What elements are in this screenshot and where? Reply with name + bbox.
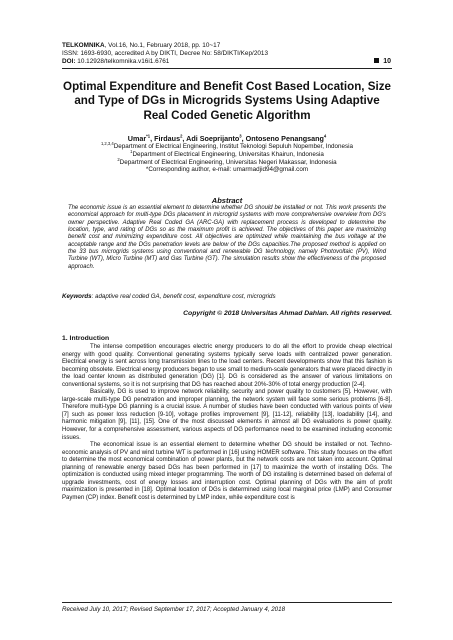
affiliation	[62, 148, 392, 159]
body-text	[62, 344, 392, 502]
doi-value: 10.12928/telkomnika.v16i1.6761	[75, 58, 170, 66]
header-rule	[62, 68, 392, 69]
section-heading: 1. Introduction	[62, 335, 110, 342]
affiliation-sup: 1	[130, 148, 133, 154]
affiliation-text: Department of Electrical Engineering, Universitas Khairun, Indonesia	[132, 150, 324, 158]
journal-name: TELKOMNIKA	[62, 42, 105, 49]
body-paragraph: Basically, DG is used to improve network reliability, security and power quality to customers [5]. However, with large-scale multi-type DG penetration and improper planning, the network system will face some serious problems [6-8]. Therefore multi-type DG planning is a crucial issue. A number of studies have been conducted with various points of view [7] such as power loss reduction [9-10], voltage profiles improvement [9], [11-12], reliability [13], loadability [14], and harmonic mitigation [9], [11], [15]. One of the most discussed elements in almost all DG evaluations is power quality. However, for a comprehensive assessment, various aspects of DG performance need to be examined including economic issues.	[62, 389, 392, 441]
author-list: Umar$^{*1}$, Firdaus$^2$, Adi Soeprijanto$^3$, Ontoseno Penangsang$^4$	[127, 133, 327, 143]
doi-label: DOI:	[62, 58, 76, 66]
author-sup: 4	[323, 133, 327, 139]
corresponding-author	[62, 166, 392, 174]
affiliation-sup: 1,2,3,4	[100, 140, 114, 146]
abstract-text: The economic issue is an essential element to determine whether DG should be installed or not. This work presents the economical approach for multi-type DGs placement in microgrid systems with more comprehensive overview from DG's owner perspective. Adaptive Real Coded GA (ARC-GA) with replacement process is developed to determine the location, type, and rating of DGs so as the maximum profit is achieved. The objectives of this paper are maximizing benefit cost and minimizing expenditure cost. All objectives are optimized while maintaining the bus voltage at the acceptable range and the DGs penetration levels are below of the DGs capacities.The proposed method is applied on the 33 bus microgrids systems using conventional and renewable DG technology, namely Photovoltaic (PV), Wind Turbine (WT), Micro Turbine (MT) and Gas Turbine (GT). The simulation results show the effectiveness of the proposed approach.	[68, 205, 386, 270]
author-sup: 3	[239, 133, 242, 139]
journal-citation-line	[62, 42, 392, 50]
paper-title: Optimal Expenditure and Benefit Cost Based Location, Size and Type of DGs in Microgrids Systems Using Adaptive Real Coded Genetic Algorithm	[63, 80, 391, 122]
keywords-line	[62, 293, 392, 301]
author-name: Adi Soeprijanto	[186, 134, 240, 143]
square-bullet-icon	[374, 58, 379, 63]
affiliation-text: Department of Electrical Engineering, Institut Teknologi Sepuluh Nopember, Indonesia	[113, 143, 354, 150]
received-dates: Received July 10, 2017; Revised September 17, 2017; Accepted January 4, 2018	[62, 606, 286, 613]
author-name: Ontoseno Penangsang	[245, 134, 324, 143]
author-sup: *1	[146, 133, 151, 139]
author-name: Firdaus	[154, 134, 181, 143]
affiliation	[62, 156, 392, 167]
copyright-notice: Copyright © 2018 Universitas Ahmad Dahlan. All rights reserved.	[183, 310, 392, 317]
body-paragraph: The intense competition encourages electric energy producers to do all the effort to provide cheap electrical energy with good quality. Conventional generating systems typically serve loads with centralized power generation. Electrical energy is sent across long transmission lines to the load centers. Recent developments show that this fashion is becoming obsolete. Electrical energy producers began to use small to medium-scale generators that were placed directly in the load center known as distributed generation (DG) [1]. DG is considered as the answer of various limitations on conventional systems, so it is not surprising that DG has reached about 20%-30% of total energy production [2-4].	[62, 344, 392, 388]
affiliation-text: Department of Electrical Engineering, Universitas Negeri Makassar, Indonesia	[119, 158, 337, 166]
page-number-text: 10	[383, 58, 391, 65]
abstract-heading: Abstract	[211, 196, 243, 205]
author-name: Umar	[127, 134, 147, 143]
body-paragraph: The economical issue is an essential element to determine whether DG should be installed or not. Techno-economic analysis of PV and wind turbine WT is performed in [16] using HOMER software. This study focuses on the effort to determine the most economical combination of power plants, but the network costs are not taken into account. Optimal planning of renewable energy based DGs has been performed in [17] to maximize the worth of installing DGs. The optimization is conducted using mixed integer programming. The worth of DG installing is determined based on deferral of upgrade investments, cost of energy losses and interruption cost. Optimal planning of DGs with the aim of profit maximization is presented in [18]. Optimal location of DGs is determined using local marginal price (LMP) and Consumer Paymen (CP) index. Benefit cost is determined by LMP index, while expenditure cost is	[62, 442, 392, 501]
journal-issue: , Vol.16, No.1, February 2018, pp. 10~17	[104, 42, 221, 49]
footer-rule	[62, 602, 392, 603]
corresponding-author-text: *Corresponding author, e-mail: umarmadjid94@gmail.com	[145, 166, 309, 174]
keywords-text: : adaptive real coded GA, benefit cost, expenditure cost, microgrids	[91, 293, 276, 300]
author-sup: 2	[180, 133, 183, 139]
keywords-label: Keywords	[62, 293, 92, 300]
page-number	[374, 58, 391, 65]
affiliation-sup: 2	[117, 156, 120, 162]
affiliation-list	[62, 140, 392, 174]
journal-doi-line	[62, 58, 392, 66]
journal-header	[62, 42, 392, 67]
journal-issn: ISSN: 1693-6930, accredited A by DIKTI, Decree No: 58/DIKTI/Kep/2013	[62, 50, 269, 58]
affiliation	[62, 140, 392, 151]
